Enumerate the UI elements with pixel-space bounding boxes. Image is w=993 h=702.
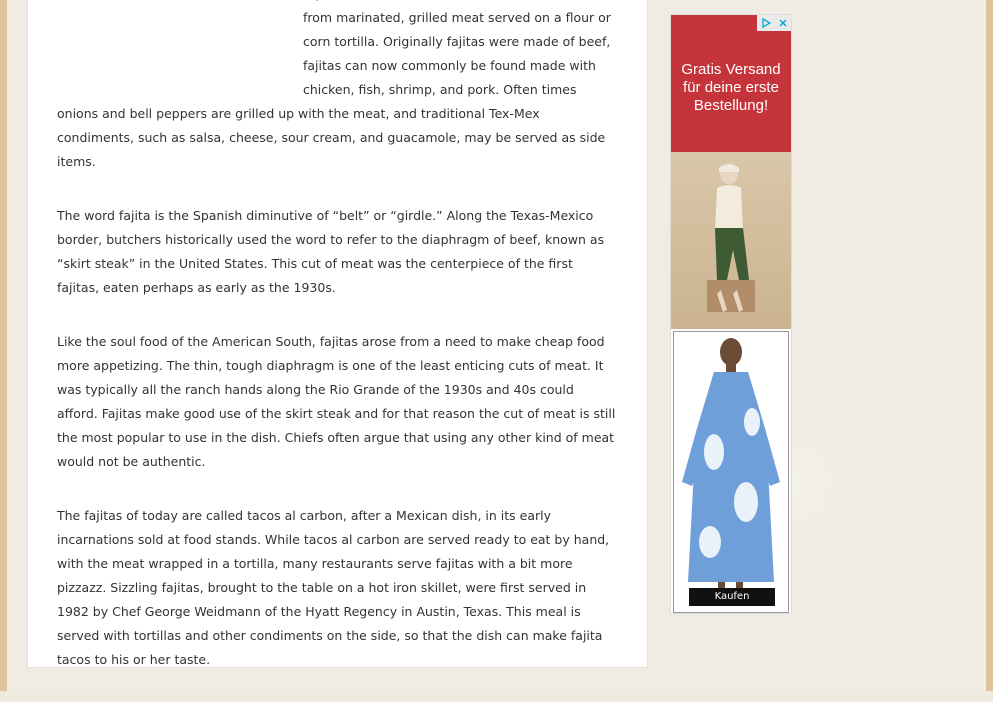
ad-badges xyxy=(757,15,791,31)
page-right-border xyxy=(986,0,993,691)
article-image-placeholder xyxy=(57,0,303,100)
adchoices-icon[interactable] xyxy=(757,15,774,31)
article-paragraph-2: The word fajita is the Spanish diminutive of “belt” or “girdle.” Along the Texas-Mexico border, butchers historically used the word to refer to the diaphragm of beef, known as “skirt steak” in the United States. This cut of meat was the centerpiece of the first fajitas, eaten perhaps as early as the 1930s. xyxy=(57,208,605,295)
article-paragraph-3: Like the soul food of the American South, fajitas arose from a need to make cheap food more appetizing. The thin, tough diaphragm is one of the least enticing cuts of meat. It was typically all the ranch hands along the Rio Grande of the 1930s and 40s could afford. Fajitas make good use of the skirt steak and for that reason the cut of meat is still the most popular to use in the dish. Chiefs often argue that using any other kind of meat would not be authentic. xyxy=(57,334,616,469)
article-paragraph-4: The fajitas of today are called tacos al carbon, after a Mexican dish, in its early incarnations sold at food stands. While tacos al carbon are served ready to eat by hand, with the meat wrapped in a tortilla, many restaurants serve fajitas with a bit more pizzazz. Sizzling fajitas, brought to the table on a hot iron skillet, were first served in 1982 by Chef George Weidmann of the Hyatt Regency in Austin, Texas. This meal is served with tortillas and other condiments on the side, so that the dish can make fajita tacos to his or her taste. xyxy=(57,508,610,667)
page-left-border xyxy=(0,0,7,691)
ad-buy-button[interactable]: Kaufen xyxy=(689,588,775,606)
ad-banner-top[interactable] xyxy=(671,15,791,329)
article-paragraph-1: from marinated, grilled meat served on a flour or corn tortilla. Originally fajitas were made of beef, fajitas can now commonly be found made with chicken, fish, shrimp, and pork. Often times onions and bell peppers are grilled up with the meat, and traditional Tex-Mex condiments, such as salsa, cheese, sour cream, and guacamole, may be served as side items. xyxy=(57,10,611,169)
ad-product-dress[interactable] xyxy=(673,331,789,613)
ad-close-icon[interactable] xyxy=(774,15,791,31)
ad-photo-woman-sitting xyxy=(671,152,791,329)
article-body xyxy=(57,0,617,702)
ad-headline: Gratis Versand für deine erste Bestellung! xyxy=(681,61,781,114)
sidebar-advertisement[interactable] xyxy=(670,14,792,614)
